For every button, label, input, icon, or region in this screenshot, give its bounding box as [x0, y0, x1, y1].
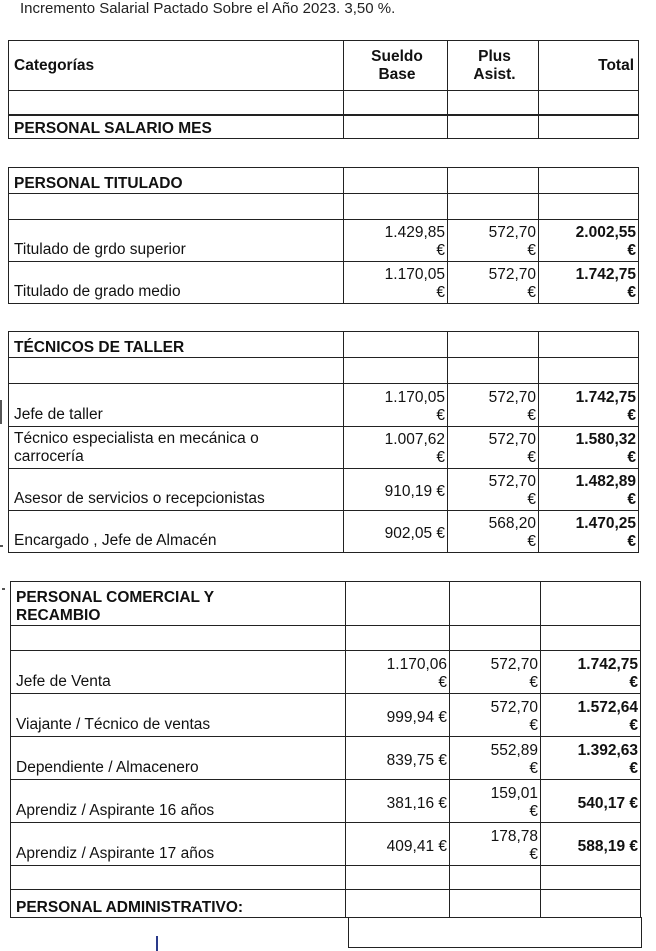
base-value: 1.170,05 € [344, 384, 448, 427]
table-row [9, 384, 639, 427]
header-total: Total [539, 41, 639, 91]
total-value: 1.482,89 € [539, 469, 639, 511]
base-value: 910,19 € [344, 469, 448, 511]
total-value: 1.742,75 € [539, 384, 639, 427]
table-row [11, 651, 641, 694]
row-label: Técnico especialista en mecánica o carrocería [9, 427, 344, 469]
table-row [11, 694, 641, 737]
scan-mark [0, 545, 3, 547]
header-sueldo-base: Sueldo Base [344, 41, 448, 91]
table-row [9, 427, 639, 469]
comercial-table [10, 581, 641, 918]
base-value: 1.170,05 € [344, 262, 448, 304]
section-title-administrativo: PERSONAL ADMINISTRATIVO: [11, 890, 346, 918]
plus-value: 568,20 € [448, 511, 539, 553]
plus-value: 178,78 € [450, 823, 541, 866]
base-value: 902,05 € [344, 511, 448, 553]
total-value: 1.742,75 € [541, 651, 641, 694]
total-value: 588,19 € [541, 823, 641, 866]
header-table [8, 40, 639, 115]
header-plus-asist: Plus Asist. [448, 41, 539, 91]
total-value: 1.742,75 € [539, 262, 639, 304]
section-title-comercial: PERSONAL COMERCIAL Y RECAMBIO [11, 582, 346, 626]
empty-row [9, 91, 639, 115]
total-value: 1.580,32 € [539, 427, 639, 469]
plus-value: 572,70 € [448, 469, 539, 511]
base-value: 1.170,06 € [346, 651, 450, 694]
scan-mark [0, 400, 2, 424]
header-row [9, 41, 639, 91]
row-label: Aprendiz / Aspirante 17 años [11, 823, 346, 866]
base-value: 409,41 € [346, 823, 450, 866]
row-label: Titulado de grado medio [9, 262, 344, 304]
plus-value: 552,89 € [450, 737, 541, 780]
plus-value: 572,70 € [448, 262, 539, 304]
row-label: Jefe de Venta [11, 651, 346, 694]
total-value: 2.002,55 € [539, 220, 639, 262]
section-title-tecnicos: TÉCNICOS DE TALLER [9, 332, 344, 358]
table-row [11, 823, 641, 866]
plus-value: 572,70 € [450, 651, 541, 694]
plus-value: 159,01 € [450, 780, 541, 823]
total-value: 540,17 € [541, 780, 641, 823]
table-row [9, 469, 639, 511]
base-value: 1.429,85 € [344, 220, 448, 262]
total-value: 1.392,63 € [541, 737, 641, 780]
total-value: 1.572,64 € [541, 694, 641, 737]
row-label: Asesor de servicios o recepcionistas [9, 469, 344, 511]
table-row [11, 737, 641, 780]
section-title-titulado: PERSONAL TITULADO [9, 168, 344, 194]
row-label: Aprendiz / Aspirante 16 años [11, 780, 346, 823]
scan-mark [2, 588, 5, 590]
base-value: 999,94 € [346, 694, 450, 737]
pen-stroke [156, 936, 158, 951]
table-row [9, 262, 639, 304]
plus-value: 572,70 € [448, 384, 539, 427]
base-value: 381,16 € [346, 780, 450, 823]
salario-mes-table [8, 115, 639, 139]
tecnicos-table [8, 331, 639, 553]
table-row [9, 220, 639, 262]
document-caption: Incremento Salarial Pactado Sobre el Año 2023. 3,50 %. [20, 0, 396, 17]
plus-value: 572,70 € [450, 694, 541, 737]
plus-value: 572,70 € [448, 220, 539, 262]
row-label: Dependiente / Almacenero [11, 737, 346, 780]
header-categories: Categorías [9, 41, 344, 91]
row-label: Jefe de taller [9, 384, 344, 427]
base-value: 839,75 € [346, 737, 450, 780]
base-value: 1.007,62 € [344, 427, 448, 469]
titulado-table [8, 167, 639, 304]
section-title-salario-mes: PERSONAL SALARIO MES [9, 116, 344, 139]
row-label: Encargado , Jefe de Almacén [9, 511, 344, 553]
row-label: Viajante / Técnico de ventas [11, 694, 346, 737]
table-row [11, 780, 641, 823]
row-label: Titulado de grdo superior [9, 220, 344, 262]
cut-off-row [348, 917, 642, 948]
table-row [9, 511, 639, 553]
plus-value: 572,70 € [448, 427, 539, 469]
total-value: 1.470,25 € [539, 511, 639, 553]
